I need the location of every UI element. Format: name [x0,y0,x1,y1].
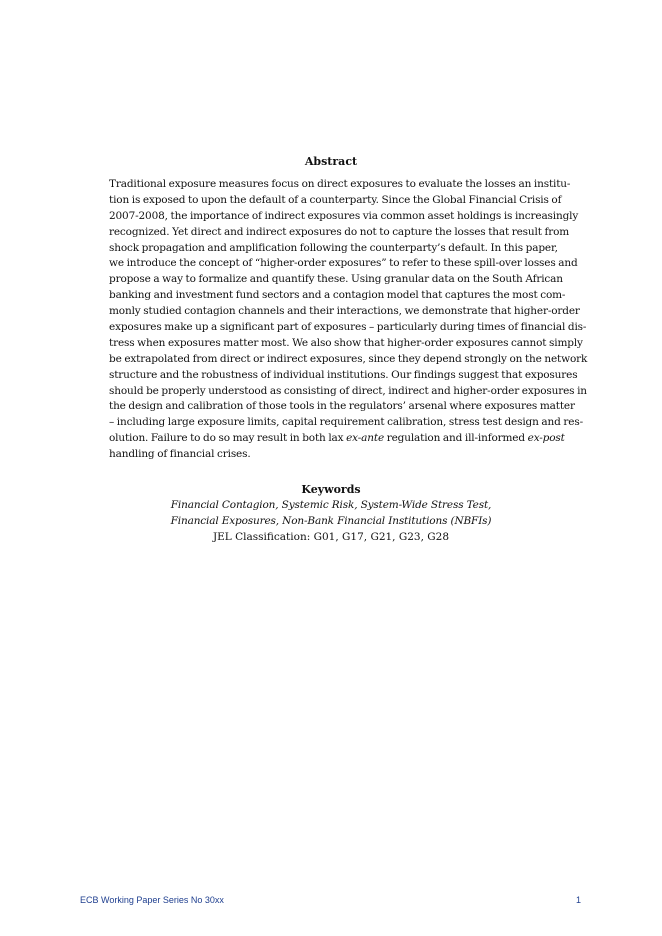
page-number: 1 [576,895,582,905]
abstract-line: tress when exposures matter most. We also show that higher-order exposures cannot simply [109,336,583,349]
abstract-line: monly studied contagion channels and their interactions, we demonstrate that higher-order [109,305,580,318]
abstract-line: we introduce the concept of “higher-order exposures” to refer to these spill-over losses and [109,257,578,270]
abstract-line: 2007-2008, the importance of indirect exposures via common asset holdings is increasingly [109,209,579,222]
abstract-line: tion is exposed to upon the default of a counterparty. Since the Global Financial Crisis of [109,193,562,206]
abstract-line: recognized. Yet direct and indirect exposures do not to capture the losses that result from [109,225,570,238]
jel-classification: JEL Classification: G01, G17, G21, G23, G28 [212,531,450,543]
abstract-text-fragment: regulation and ill-informed [384,432,528,445]
abstract-text-fragment: olution. Failure to do so may result in both lax [109,432,347,445]
abstract-body [109,177,588,463]
abstract-line: handling of financial crises. [109,448,251,461]
abstract-italic-term: ex-post [527,432,565,445]
abstract-line: shock propagation and amplification following the counterparty’s default. In this paper, [109,241,558,254]
abstract-line: Traditional exposure measures focus on direct exposures to evaluate the losses an institu- [109,178,571,190]
abstract-italic-term: ex-ante [346,432,385,445]
abstract-line: be extrapolated from direct or indirect exposures, since they depend strongly on the network [109,352,588,365]
abstract-line: the design and calibration of those tools in the regulators’ arsenal where exposures matter [109,400,575,413]
keywords-heading: Keywords [301,483,361,496]
abstract-line: propose a way to formalize and quantify these. Using granular data on the South African [109,273,563,286]
abstract-line-with-italics [109,431,565,447]
keywords-line: Financial Exposures, Non-Bank Financial Institutions (NBFIs) [170,515,492,527]
abstract-line: – including large exposure limits, capital requirement calibration, stress test design and res- [109,416,583,429]
abstract-line: structure and the robustness of individual institutions. Our findings suggest that exposures [109,368,578,381]
abstract-line: banking and investment fund sectors and a contagion model that captures the most com- [109,289,566,302]
abstract-heading: Abstract [304,155,358,168]
abstract-line: exposures make up a significant part of exposures – particularly during times of financial dis- [109,321,587,334]
abstract-line: should be properly understood as consisting of direct, indirect and higher-order exposures in [109,384,587,397]
footer-series-name: ECB Working Paper Series No 30xx [80,895,224,905]
keywords-line: Financial Contagion, Systemic Risk, System-Wide Stress Test, [170,499,492,511]
